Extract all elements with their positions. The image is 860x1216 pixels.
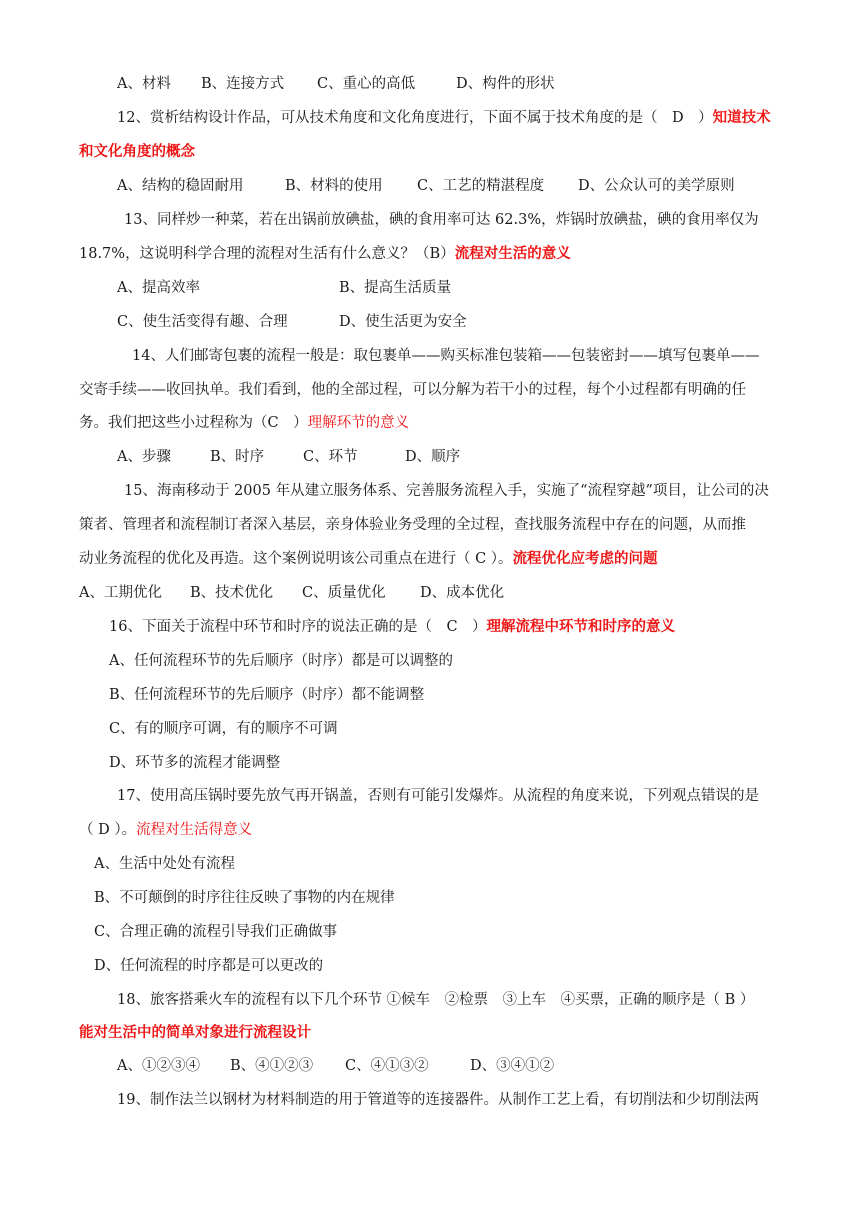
q18-stem: 18、旅客搭乘火车的流程有以下几个环节 ①候车 ②检票 ③上车 ④买票，正确的顺序是（ B ） (117, 992, 755, 1008)
q16-option-d: D、环节多的流程才能调整 (109, 755, 281, 771)
q13-stem-line-b (79, 244, 571, 264)
q17-stem-a: 17、使用高压锅时要先放气再开锅盖，否则有可能引发爆炸。从流程的角度来说，下列观点错误的是 (117, 788, 759, 804)
q13-options-row2 (117, 312, 467, 332)
q12-option-d: D、公众认可的美学原则 (578, 178, 735, 194)
q15-options (79, 583, 504, 603)
q13-option-d: D、使生活更为安全 (339, 314, 467, 330)
q19-stem: 19、制作法兰以钢材为材料制造的用于管道等的连接器件。从制作工艺上看，有切削法和少切削法两 (117, 1092, 759, 1108)
q14-options (117, 447, 460, 467)
q18-note: 能对生活中的简单对象进行流程设计 (79, 1024, 311, 1041)
q18-option-a: A、①②③④ (117, 1058, 200, 1074)
q12-stem-line (117, 108, 771, 128)
q15-stem-b: 策者、管理者和流程制订者深入基层，亲身体验业务受理的全过程，查找服务流程中存在的问题，从而推 (79, 517, 746, 533)
q14-stem-b: 交寄手续——收回执单。我们看到，他的全部过程，可以分解为若干小的过程，每个小过程都有明确的任 (79, 382, 746, 398)
q12-note: 知道技术 (712, 109, 771, 126)
q17-note: 流程对生活得意义 (136, 822, 253, 838)
q15-option-a: A、工期优化 (79, 585, 162, 601)
q17-option-b: B、不可颠倒的时序往往反映了事物的内在规律 (94, 890, 395, 906)
q13-options-row1 (117, 278, 451, 298)
q17-option-d: D、任何流程的时序都是可以更改的 (94, 958, 324, 974)
q13-option-a: A、提高效率 (117, 280, 200, 296)
q16-note: 理解流程中环节和时序的意义 (486, 618, 676, 635)
q15-note: 流程优化应考虑的问题 (512, 550, 658, 567)
q18-option-d: D、③④①② (470, 1058, 555, 1074)
q15-stem-c: 动业务流程的优化及再造。这个案例说明该公司重点在进行（ C ）。 (79, 551, 513, 567)
q11-options (117, 74, 555, 94)
q14-stem-c: 务。我们把这些小过程称为（C ） (79, 415, 308, 431)
q16-option-b: B、任何流程环节的先后顺序（时序）都不能调整 (109, 687, 425, 703)
q12-option-b: B、材料的使用 (285, 178, 383, 194)
q16-stem: 16、下面关于流程中环节和时序的说法正确的是（ C ） (109, 619, 487, 635)
q14-option-c: C、环节 (303, 449, 358, 465)
q16-option-c: C、有的顺序可调，有的顺序不可调 (109, 721, 338, 737)
q12-stem: 12、赏析结构设计作品，可从技术角度和文化角度进行，下面不属于技术角度的是（ D ） (117, 110, 713, 126)
q13-option-c: C、使生活变得有趣、合理 (117, 314, 288, 330)
q14-option-a: A、步骤 (117, 449, 171, 465)
q13-stem-a: 13、同样炒一种菜，若在出锅前放碘盐，碘的食用率可达 62.3%，炸锅时放碘盐，碘的食用率仅为 (124, 212, 759, 228)
q15-option-b: B、技术优化 (190, 585, 274, 601)
q11-option-a: A、材料 (117, 76, 171, 92)
q12-option-a: A、结构的稳固耐用 (117, 178, 244, 194)
q11-option-c: C、重心的高低 (317, 76, 416, 92)
q12-note-cont: 和文化角度的概念 (79, 143, 195, 160)
q16-option-a: A、任何流程环节的先后顺序（时序）都是可以调整的 (109, 653, 453, 669)
q14-option-d: D、顺序 (405, 449, 461, 465)
q11-option-b: B、连接方式 (201, 76, 285, 92)
q14-note: 理解环节的意义 (307, 415, 410, 431)
q17-stem-b: （ D ）。 (79, 822, 137, 838)
q17-option-a: A、生活中处处有流程 (94, 856, 235, 872)
q16-stem-line (109, 617, 675, 637)
q18-option-b: B、④①②③ (230, 1058, 314, 1074)
q14-stem-line-c (79, 413, 409, 433)
q13-note: 流程对生活的意义 (454, 245, 571, 262)
q18-options (117, 1056, 554, 1076)
q14-stem-a: 14、人们邮寄包裹的流程一般是：取包裹单——购买标准包装箱——包装密封——填写包裹单—— (132, 348, 760, 364)
q15-stem-a: 15、海南移动于 2005 年从建立服务体系、完善服务流程入手，实施了“流程穿越”项目，让公司的决 (124, 483, 769, 499)
q15-option-c: C、质量优化 (302, 585, 386, 601)
q11-option-d: D、构件的形状 (456, 76, 555, 92)
q12-options (117, 176, 735, 196)
q15-stem-line-c (79, 549, 658, 569)
q17-option-c: C、合理正确的流程引导我们正确做事 (94, 924, 338, 940)
q14-option-b: B、时序 (210, 449, 265, 465)
q13-stem-b: 18.7%，这说明科学合理的流程对生活有什么意义？（B） (79, 246, 455, 262)
q18-option-c: C、④①③② (345, 1058, 429, 1074)
q17-stem-line-b (79, 820, 252, 840)
q12-option-c: C、工艺的精湛程度 (417, 178, 545, 194)
q13-option-b: B、提高生活质量 (339, 280, 452, 296)
q15-option-d: D、成本优化 (420, 585, 505, 601)
